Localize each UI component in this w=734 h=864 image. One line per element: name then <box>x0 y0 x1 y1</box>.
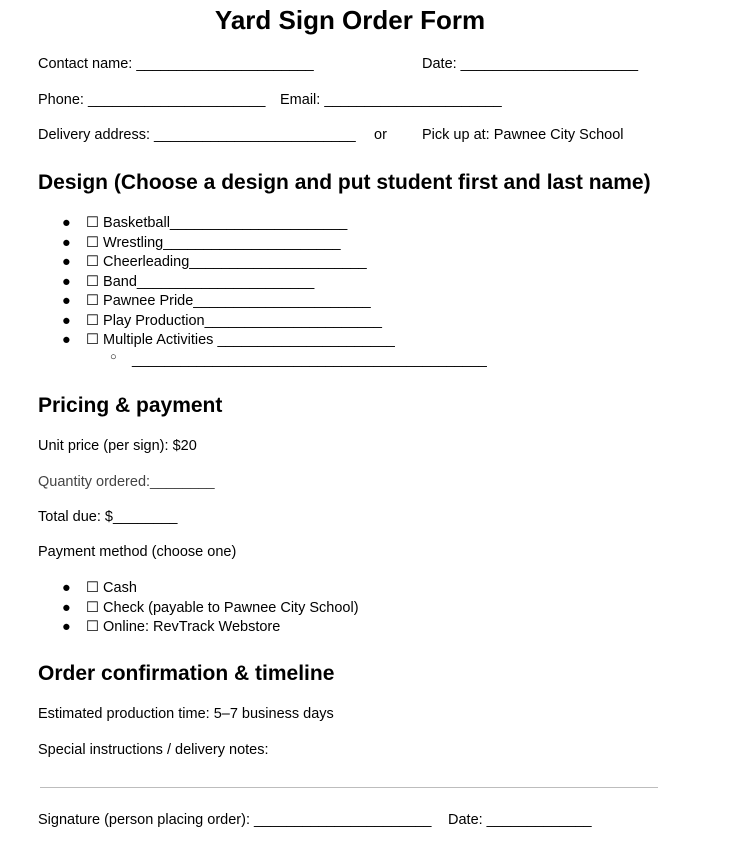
bullet-icon: ● <box>62 332 71 348</box>
form-title: Yard Sign Order Form <box>214 5 486 35</box>
list-item <box>58 580 137 600</box>
design-option-pawnee-pride[interactable]: ☐ Pawnee Pride______________________ <box>86 293 371 309</box>
design-options-list <box>58 215 487 372</box>
instructions-line[interactable] <box>40 787 658 788</box>
contact-name-field[interactable]: Contact name: ______________________ <box>38 56 314 72</box>
bullet-icon: ● <box>62 254 71 270</box>
bullet-icon: ● <box>62 619 71 635</box>
design-option-band[interactable]: ☐ Band______________________ <box>86 273 315 290</box>
design-heading: Design (Choose a design and put student first and last name) <box>38 171 651 194</box>
bullet-icon: ● <box>62 599 71 616</box>
pickup-label: Pick up at: Pawnee City School <box>422 127 624 143</box>
list-item <box>58 293 371 313</box>
bullet-icon: ● <box>62 215 71 231</box>
signature-field[interactable]: Signature (person placing order): ______________________ <box>38 812 432 828</box>
quantity-field[interactable]: Quantity ordered:________ <box>38 474 215 490</box>
special-instructions-label: Special instructions / delivery notes: <box>38 742 269 758</box>
pricing-heading: Pricing & payment <box>38 394 223 417</box>
multiple-activities-line[interactable]: ____________________________________________ <box>132 351 487 368</box>
design-option-multiple-activities[interactable]: ☐ Multiple Activities ______________________ <box>86 332 395 348</box>
unit-price-text: Unit price (per sign): $20 <box>38 438 197 454</box>
date-field-top[interactable]: Date: ______________________ <box>422 56 639 72</box>
bullet-icon: ● <box>62 293 71 309</box>
payment-option-check[interactable]: ☐ Check (payable to Pawnee City School) <box>86 599 359 616</box>
or-label: or <box>374 127 387 143</box>
bullet-icon: ● <box>62 234 71 251</box>
list-item <box>58 619 281 639</box>
design-option-cheerleading[interactable]: ☐ Cheerleading______________________ <box>86 254 367 270</box>
sub-bullet-icon: ○ <box>110 350 117 363</box>
list-item <box>58 350 487 372</box>
production-time-text: Estimated production time: 5–7 business days <box>38 706 334 722</box>
payment-method-label: Payment method (choose one) <box>38 544 237 560</box>
bullet-icon: ● <box>62 312 71 329</box>
payment-option-cash[interactable]: ☐ Cash <box>86 580 137 596</box>
list-item <box>58 234 341 255</box>
bullet-icon: ● <box>62 580 71 596</box>
delivery-address-field[interactable]: Delivery address: _________________________ <box>38 127 356 143</box>
list-item <box>58 273 315 294</box>
bullet-icon: ● <box>62 273 71 290</box>
email-field[interactable]: Email: ______________________ <box>280 92 502 108</box>
list-item <box>58 312 382 333</box>
date-field-bottom[interactable]: Date: _____________ <box>448 812 592 828</box>
list-item <box>58 599 359 620</box>
list-item <box>58 332 395 352</box>
list-item <box>58 254 367 274</box>
payment-option-online[interactable]: ☐ Online: RevTrack Webstore <box>86 619 281 635</box>
confirmation-heading: Order confirmation & timeline <box>38 662 335 685</box>
design-option-basketball[interactable]: ☐ Basketball______________________ <box>86 215 348 231</box>
list-item <box>58 215 348 235</box>
payment-methods-list <box>58 580 359 639</box>
phone-field[interactable]: Phone: ______________________ <box>38 92 266 108</box>
design-option-play-production[interactable]: ☐ Play Production______________________ <box>86 312 382 329</box>
total-due-field[interactable]: Total due: $________ <box>38 509 178 525</box>
design-option-wrestling[interactable]: ☐ Wrestling______________________ <box>86 234 341 251</box>
